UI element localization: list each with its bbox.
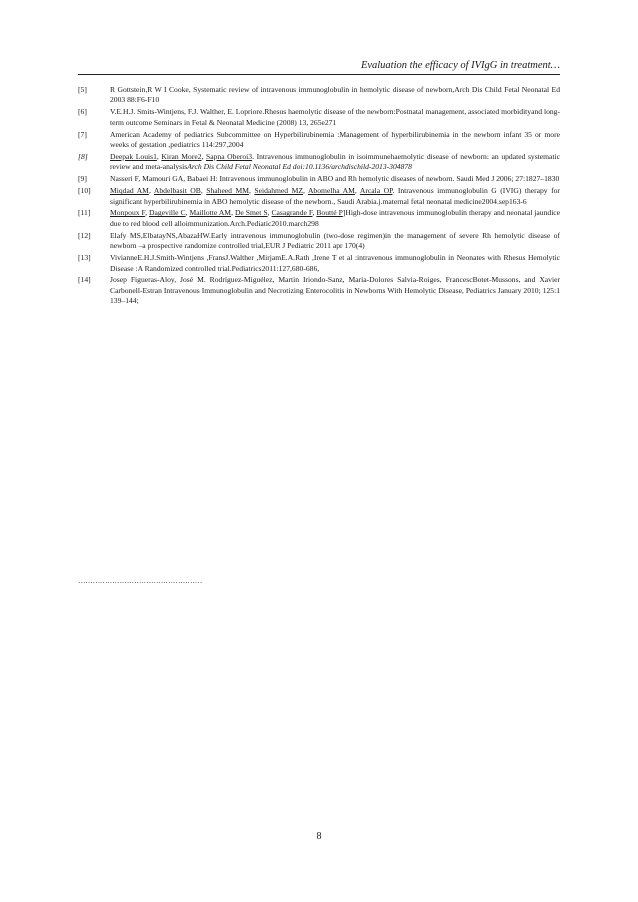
- reference-fragment: ,: [267, 208, 272, 218]
- reference-number: [6]: [78, 107, 87, 117]
- reference-text: [110, 130, 560, 151]
- reference-text: [110, 152, 560, 173]
- journal-citation: Arch Dis Child Fetal Neonatal Ed doi:10.1136/archdischild-2013-304878: [187, 162, 412, 172]
- reference-item: [78, 107, 560, 128]
- reference-fragment: ,: [312, 208, 317, 218]
- reference-text: [110, 231, 560, 252]
- reference-fragment: Josep Figueras-Aloy, José M. Rodríguez-Miguélez, Martin Iriondo-Sanz, María-Dolores Salvia-Roiges, FrancescBotet-Mussons, and Xavier Carbonell-Estran Intravenous Immunoglobulin and Necrotizing Enterocolitis in Newborns With Hemolytic Disease, Pediatrics January 2010; 125:1 139–144;: [110, 275, 560, 306]
- author-link[interactable]: Casagrande F: [271, 208, 313, 218]
- reference-number: [5]: [78, 85, 87, 94]
- footnote-separator: ……………………………………………: [78, 576, 202, 585]
- reference-text: [110, 186, 560, 207]
- author-link[interactable]: Arcala OP: [359, 186, 393, 196]
- author-link[interactable]: Abomelha AM: [307, 186, 355, 196]
- reference-number: [11]: [78, 208, 91, 218]
- reference-fragment: ,: [200, 186, 207, 196]
- reference-fragment: ,: [201, 151, 207, 161]
- reference-text: [110, 208, 560, 229]
- reference-number: [13]: [78, 253, 91, 263]
- author-link[interactable]: Miqdad AM: [110, 186, 149, 196]
- page-number: 8: [316, 831, 322, 842]
- reference-item: [78, 152, 560, 173]
- reference-item: [78, 208, 560, 229]
- author-link[interactable]: Sapna Oberoi3: [206, 151, 253, 161]
- reference-fragment: ,: [148, 186, 154, 196]
- reference-fragment: . Intravenous immunoglobulin in isoimmunehaemolytic disease of newborn: an updated systematic review and meta-analysis: [110, 151, 561, 172]
- author-link[interactable]: Kiran More2: [161, 151, 202, 161]
- reference-fragment: ,: [302, 186, 308, 196]
- reference-number: [10]: [78, 186, 91, 196]
- reference-fragment: ,: [145, 208, 149, 218]
- reference-item: [78, 174, 560, 184]
- reference-fragment: . Intravenous immunoglobulin G (IVIG) therapy for significant hyperbilirubinemia in ABO hemolytic disease of the newborn., Saudi Arabia.j.maternal fetal neonatal medicine2004.sep163-6: [110, 186, 560, 206]
- author-link[interactable]: Seidahmed MZ: [254, 186, 303, 196]
- author-link[interactable]: Maillotte AM: [189, 208, 232, 218]
- reference-item: [78, 253, 560, 274]
- reference-number: [8]: [78, 151, 88, 161]
- author-link[interactable]: Monpoux F: [110, 208, 146, 218]
- reference-fragment: ,: [354, 186, 360, 196]
- reference-fragment: ,: [248, 186, 255, 196]
- reference-fragment: ,: [156, 151, 162, 161]
- reference-number: [7]: [78, 129, 87, 139]
- author-link[interactable]: Dageville C: [149, 208, 186, 218]
- reference-text: [110, 174, 560, 184]
- reference-number: [12]: [78, 230, 91, 240]
- author-link[interactable]: De Smet S: [234, 208, 268, 218]
- reference-text: [110, 107, 560, 128]
- reference-item: [78, 231, 560, 252]
- reference-text: [110, 275, 560, 306]
- reference-fragment: American Academy of pediatrics Subcommittee on Hyperbilirubinemia :Management of hyperbilirubinemia in the newborn infant 35 or more weeks of gestation ,pediatrics 114:297,2004: [110, 129, 560, 150]
- reference-fragment: ,: [231, 208, 235, 218]
- author-link[interactable]: Boutté P: [316, 208, 343, 218]
- reference-list: [78, 85, 560, 308]
- reference-item: [78, 186, 560, 207]
- reference-item: [78, 85, 560, 106]
- reference-fragment: ,: [185, 208, 190, 218]
- reference-fragment: Elafy MS,ElbatayNS,AbazaHW.Early intravenous immunoglobulin (two-dose regimen)in the management of severe Rh hemolytic disease of newborn –a prospective randomize controlled trial,EUR J Pediatric 2011 apr 170(4): [110, 230, 560, 251]
- running-header: [78, 60, 560, 75]
- reference-number: [9]: [78, 174, 87, 184]
- reference-fragment: ]High-dose intravenous immunoglobulin therapy and neonatal jaundice due to red blood cell alloimmunization.Arch.Pediatic2010.march298: [110, 208, 561, 228]
- reference-text: [110, 253, 560, 274]
- reference-fragment: R Gottstein,R W I Cooke, Systematic review of intravenous immunoglobulin in hemolytic disease of newborn,Arch Dis Child Fetal Neonatal Ed 2003 88:F6-F10: [110, 85, 560, 105]
- running-title: Evaluation the efficacy of IVIgG in treatment…: [360, 60, 560, 71]
- reference-item: [78, 130, 560, 151]
- author-link[interactable]: Abdelbasit OB: [153, 186, 201, 196]
- reference-fragment: V.E.H.J. Smits-Wintjens, F.J. Walther, E. Lopriore.Rhesus haemolytic disease of the newborn:Postnatal management, associated morbidityand long-term outcome Seminars in Fetal & Neonatal Medicine (2008) 13, 265e271: [110, 107, 560, 127]
- reference-number: [14]: [78, 275, 91, 285]
- reference-text: [110, 85, 560, 106]
- author-link[interactable]: Shaheed MM: [206, 186, 249, 196]
- author-link[interactable]: Deepak Louis1: [110, 151, 157, 161]
- reference-fragment: VivianneE.H.J.Smith-Wintjens ,FransJ.Walther ,MirjamE.A.Rath ,Irene T et al :intravenous immunoglobulin in Neonates with Rhesus Hemolytic Disease :A Randomized controlled trial.Pediatrics2011:127,680-686,: [110, 253, 560, 273]
- reference-fragment: Nasseri F, Mamouri GA, Babaei H: Intravenous immunoglobulin in ABO and Rh hemolytic diseases of newborn. Saudi Med J 2006; 27:1827–1830: [110, 174, 560, 184]
- reference-item: [78, 275, 560, 306]
